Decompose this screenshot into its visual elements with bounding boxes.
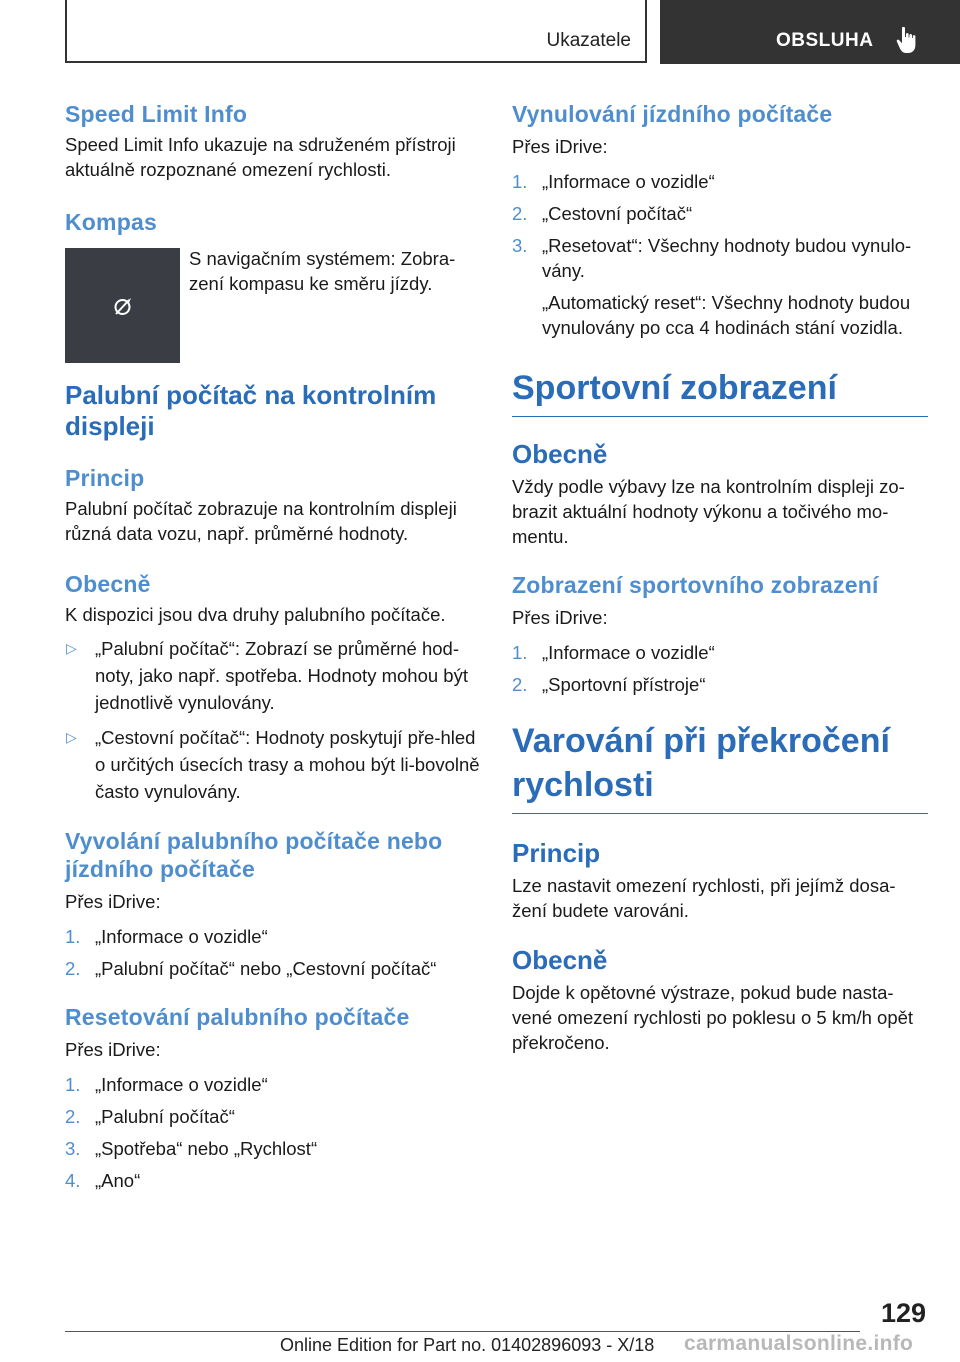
list-item: 3. „Resetovat“: Všechny hodnoty budou vynulo‐vány. bbox=[512, 235, 912, 281]
watermark-text: carmanualsonline.info bbox=[684, 1332, 914, 1355]
chapter-title: OBSLUHA bbox=[776, 30, 874, 51]
speed-limit-heading: Speed Limit Info bbox=[65, 101, 248, 127]
list-item: 1. „Informace o vozidle“ bbox=[512, 642, 715, 663]
reset-intro: Přes iDrive: bbox=[65, 1039, 161, 1060]
kompas-block bbox=[65, 246, 483, 364]
list-item: 2. „Cestovní počítač“ bbox=[512, 203, 693, 224]
vynulovani-steps bbox=[512, 169, 928, 283]
sport-steps bbox=[512, 640, 928, 697]
princip-heading: Princip bbox=[65, 465, 145, 491]
triangle-bullet-icon: ▷ bbox=[66, 729, 77, 745]
vyvolani-steps bbox=[65, 924, 483, 981]
pointing-hand-icon bbox=[896, 26, 918, 54]
reset-heading: Resetování palubního počítače bbox=[65, 1004, 410, 1030]
compass-icon bbox=[65, 248, 180, 363]
obecne-heading: Obecně bbox=[65, 571, 151, 597]
vynulovani-intro: Přes iDrive: bbox=[512, 136, 608, 157]
section-title: Ukazatele bbox=[546, 30, 631, 51]
page-number: 129 bbox=[880, 1298, 926, 1328]
compass-image bbox=[65, 248, 180, 363]
vyvolani-intro: Přes iDrive: bbox=[65, 891, 161, 912]
list-item: 1. „Informace o vozidle“ bbox=[512, 171, 715, 192]
list-item: 2. „Palubní počítač“ bbox=[65, 1106, 235, 1127]
list-item: 1. „Informace o vozidle“ bbox=[65, 926, 268, 947]
sport-intro: Přes iDrive: bbox=[512, 607, 608, 628]
varovani-heading: Varování při překročení rychlosti bbox=[512, 719, 928, 814]
list-item: 4. „Ano“ bbox=[65, 1170, 141, 1191]
palubni-heading: Palubní počítač na kontrolním displeji bbox=[65, 380, 437, 441]
obecne-text: K dispozici jsou dva druhy palubního počítače. bbox=[65, 604, 446, 625]
triangle-bullet-icon: ▷ bbox=[66, 640, 77, 656]
vyvolani-heading: Vyvolání palubního počítače nebo jízdního počítače bbox=[65, 828, 443, 882]
list-item: ▷ „Palubní počítač“: Zobrazí se průměrné hod‐noty, jako např. spotřeba. Hodnoty mohou být jednotlivě vynulovány. bbox=[65, 635, 483, 716]
sport-zobrazeni-heading: Zobrazení sportovního zobrazení bbox=[512, 572, 879, 598]
right-column bbox=[512, 100, 928, 1055]
sport-heading: Sportovní zobrazení bbox=[512, 366, 928, 417]
computer-types-list bbox=[65, 635, 483, 805]
chapter-tab bbox=[660, 0, 960, 64]
speed-limit-text: Speed Limit Info ukazuje na sdruženém přístroji aktuálně rozpoznané omezení rychlosti. bbox=[65, 134, 456, 180]
vynulovani-heading: Vynulování jízdního počítače bbox=[512, 101, 833, 127]
list-item: 2. „Sportovní přístroje“ bbox=[512, 674, 706, 695]
left-column bbox=[65, 100, 483, 1200]
princip-text: Palubní počítač zobrazuje na kontrolním displeji různá data vozu, např. průměrné hodnoty. bbox=[65, 498, 457, 544]
kompas-text: S navigačním systémem: Zobra‐zení kompasu ke směru jízdy. bbox=[189, 248, 456, 294]
varovani-princip-text: Lze nastavit omezení rychlosti, při jejímž dosa‐žení budete varováni. bbox=[512, 875, 896, 921]
list-item: 1. „Informace o vozidle“ bbox=[65, 1074, 268, 1095]
varovani-obecne-text: Dojde k opětovné výstraze, pokud bude nasta‐vené omezení rychlosti po poklesu o 5 km/h opět překročeno. bbox=[512, 982, 914, 1053]
kompas-heading: Kompas bbox=[65, 209, 157, 235]
auto-reset-note: „Automatický reset“: Všechny hodnoty budou vynulovány po cca 4 hodinách stání vozidla. bbox=[542, 292, 911, 338]
edition-text: Online Edition for Part no. 01402896093 - X/18 bbox=[280, 1335, 655, 1355]
sport-obecne-heading: Obecně bbox=[512, 439, 608, 469]
varovani-obecne-heading: Obecně bbox=[512, 945, 608, 975]
reset-steps bbox=[65, 1072, 483, 1193]
header-section-box bbox=[65, 0, 647, 63]
varovani-princip-heading: Princip bbox=[512, 838, 601, 868]
list-item: 3. „Spotřeba“ nebo „Rychlost“ bbox=[65, 1138, 318, 1159]
list-item: 2. „Palubní počítač“ nebo „Cestovní počítač“ bbox=[65, 958, 437, 979]
sport-obecne-text: Vždy podle výbavy lze na kontrolním displeji zo‐brazit aktuální hodnoty výkonu a točivého mo‐mentu. bbox=[512, 476, 905, 547]
list-item: ▷ „Cestovní počítač“: Hodnoty poskytují pře‐hled o určitých úsecích trasy a mohou být li‐bovolně často vynulovány. bbox=[65, 724, 483, 805]
